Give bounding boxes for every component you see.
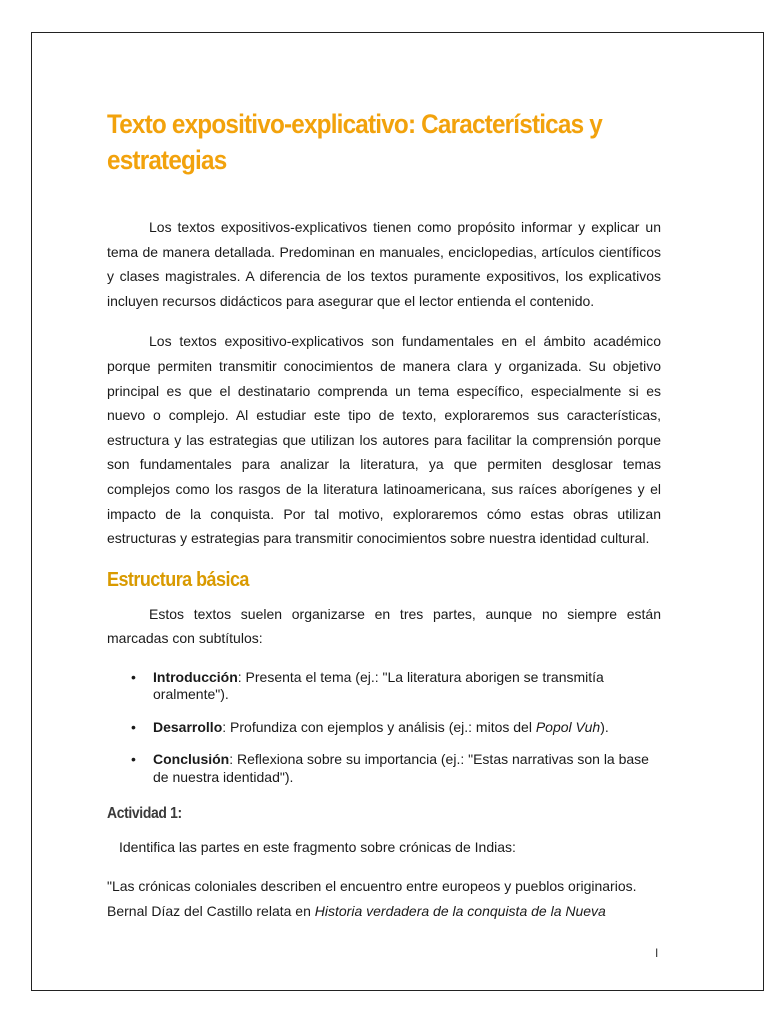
section-heading-estructura: Estructura básica bbox=[107, 568, 249, 591]
list-item-desarrollo bbox=[107, 719, 661, 737]
list-text-end: ). bbox=[600, 718, 609, 735]
bullet-icon: • bbox=[131, 751, 136, 768]
list-text: : Presenta el tema (ej.: "La literatura aborigen se transmitía oralmente"). bbox=[153, 668, 604, 703]
quote-italic: Historia verdadera de la conquista de la Nueva bbox=[314, 902, 606, 919]
list-italic: Popol Vuh bbox=[535, 718, 601, 735]
list-term: Conclusión bbox=[153, 751, 230, 768]
list-term: Introducción bbox=[153, 668, 238, 685]
page-number: I bbox=[655, 946, 659, 960]
list-item-introduccion bbox=[107, 669, 661, 704]
list-text: : Profundiza con ejemplos y análisis (ej.: mitos del bbox=[222, 718, 536, 735]
list-term: Desarrollo bbox=[153, 718, 223, 735]
structure-list bbox=[107, 669, 661, 787]
intro-paragraph-1: Los textos expositivos-explicativos tienen como propósito informar y explicar un tema de manera detallada. Predominan en manuales, enciclopedias, artículos científicos y clases magistrales. A diferencia de los textos puramente expositivos, los explicativos incluyen recursos didácticos para asegurar que el lector entienda el contenido. bbox=[107, 219, 661, 309]
list-text: : Reflexiona sobre su importancia (ej.: "Estas narrativas son la base de nuestra identidad"). bbox=[153, 751, 649, 785]
document-title: Texto expositivo-explicativo: Características y estrategias bbox=[107, 109, 602, 175]
intro-paragraph-2: Los textos expositivo-explicativos son fundamentales en el ámbito académico porque permiten transmitir conocimientos de manera clara y organizada. Su objetivo principal es que el destinatario comprenda un tema específico, especialmente si es nuevo o complejo. Al estudiar este tipo de texto, exploraremos sus características, estructura y las estrategias que utilizan los autores para facilitar la comprensión porque son fundamentales para analizar la literatura, ya que permiten desglosar temas complejos como los rasgos de la literatura latinoamericana, sus raíces aborígenes y el impacto de la conquista. Por tal motivo, exploraremos cómo estas obras utilizan estructuras y estrategias para transmitir conocimientos sobre nuestra identidad cultural. bbox=[107, 333, 661, 547]
bullet-icon: • bbox=[131, 668, 136, 685]
list-item-conclusion bbox=[107, 751, 661, 786]
section-paragraph: Estos textos suelen organizarse en tres partes, aunque no siempre están marcadas con subtítulos: bbox=[107, 605, 661, 647]
bullet-icon: • bbox=[131, 718, 136, 735]
quote-paragraph bbox=[107, 874, 661, 923]
document-body bbox=[107, 106, 661, 923]
activity-instruction: Identifica las partes en este fragmento sobre crónicas de Indias: bbox=[119, 839, 516, 856]
activity-heading: Actividad 1: bbox=[107, 805, 182, 823]
quote-text: "Las crónicas coloniales describen el encuentro entre europeos y pueblos originarios. Bernal Díaz del Castillo relata en bbox=[107, 878, 637, 919]
